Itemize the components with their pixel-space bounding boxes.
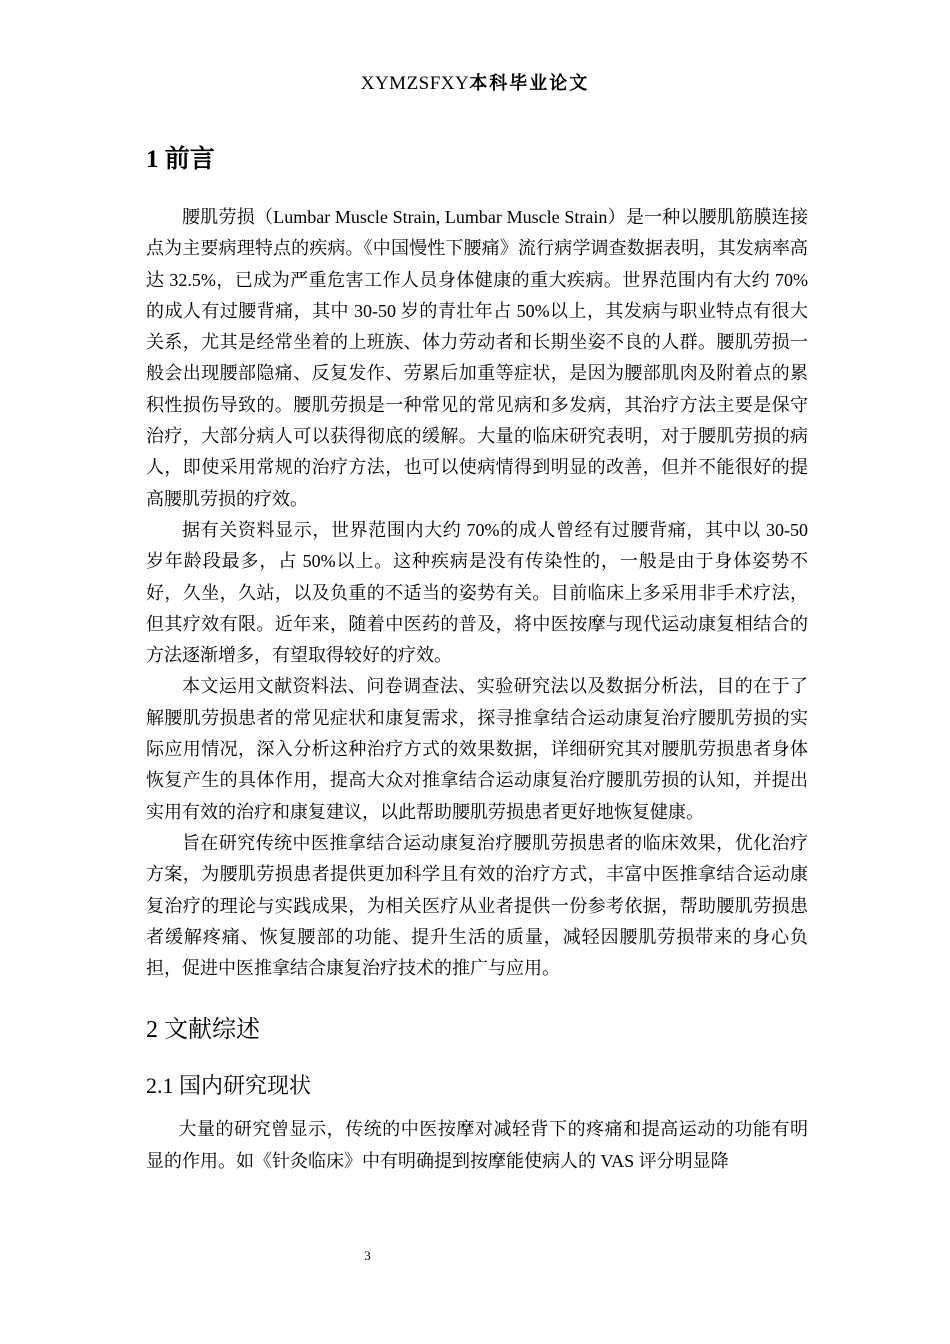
section-1-paragraph-3: 本文运用文献资料法、问卷调查法、实验研究法以及数据分析法，目的在于了解腰肌劳损患者的常见症状和康复需求，探寻推拿结合运动康复治疗腰肌劳损的实际应用情况，深入分析这种治疗方式的效果数据，详细研究其对腰肌劳损患者身体恢复产生的具体作用，提高大众对推拿结合运动康复治疗腰肌劳损的认知，并提出实用有效的治疗和康复建议，以此帮助腰肌劳损患者更好地恢复健康。 xyxy=(146,676,808,822)
page-body xyxy=(146,138,808,1177)
section-1-paragraph-2: 据有关资料显示，世界范围内大约 70%的成人曾经有过腰背痛，其中以 30-50 岁年龄段最多，占 50%以上。这种疾病是没有传染性的，一般是由于身体姿势不好，久坐，久站，以及负重的不适当的姿势有关。目前临床上多采用非手术疗法，但其疗效有限。近年来，随着中医药的普及，将中医按摩与现代运动康复相结合的方法逐渐增多，有望取得较好的疗效。 xyxy=(146,519,808,666)
page-number: 3 xyxy=(364,1248,371,1263)
header-code: XYMZSFXY xyxy=(360,73,470,94)
section-2-1-heading: 2.1 国内研究现状 xyxy=(146,1073,312,1099)
section-2-heading: 2 文献综述 xyxy=(146,1017,260,1044)
section-1-paragraph-1: 腰肌劳损（Lumbar Muscle Strain, Lumbar Muscle Strain）是一种以腰肌筋膜连接点为主要病理特点的疾病。《中国慢性下腰痛》流行病学调查数据表明，其发病率高达 32.5%，已成为严重危害工作人员身体健康的重大疾病。世界范围内有大约 70%的成人有过腰背痛，其中 30-50 岁的青壮年占 50%以上，其发病与职业特点有很大关系，尤其是经常坐着的上班族、体力劳动者和长期坐姿不良的人群。腰肌劳损一般会出现腰部隐痛、反复发作、劳累后加重等症状，是因为腰部肌肉及附着点的累积性损伤导致的。腰肌劳损是一种常见的常见病和多发病，其治疗方法主要是保守治疗，大部分病人可以获得彻底的缓解。大量的临床研究表明，对于腰肌劳损的病人，即使采用常规的治疗方法，也可以使病情得到明显的改善，但并不能很好的提高腰肌劳损的疗效。 xyxy=(146,207,808,509)
section-1-paragraph-4: 旨在研究传统中医推拿结合运动康复治疗腰肌劳损患者的临床效果，优化治疗方案，为腰肌劳损患者提供更加科学且有效的治疗方式，丰富中医推拿结合运动康复治疗的理论与实践成果，为相关医疗从业者提供一份参考依据，帮助腰肌劳损患者缓解疼痛、恢复腰部的功能、提升生活的质量，减轻因腰肌劳损带来的身心负担，促进中医推拿结合康复治疗技术的推广与应用。 xyxy=(146,832,808,979)
section-2-1-paragraph: 大量的研究曾显示，传统的中医按摩对减轻背下的疼痛和提高运动的功能有明显的作用。如《针灸临床》中有明确提到按摩能使病人的 VAS 评分明显降 xyxy=(146,1119,808,1171)
header-title: 本科毕业论文 xyxy=(469,73,590,94)
section-1-heading: 1 前言 xyxy=(146,146,215,173)
running-header xyxy=(0,72,950,96)
